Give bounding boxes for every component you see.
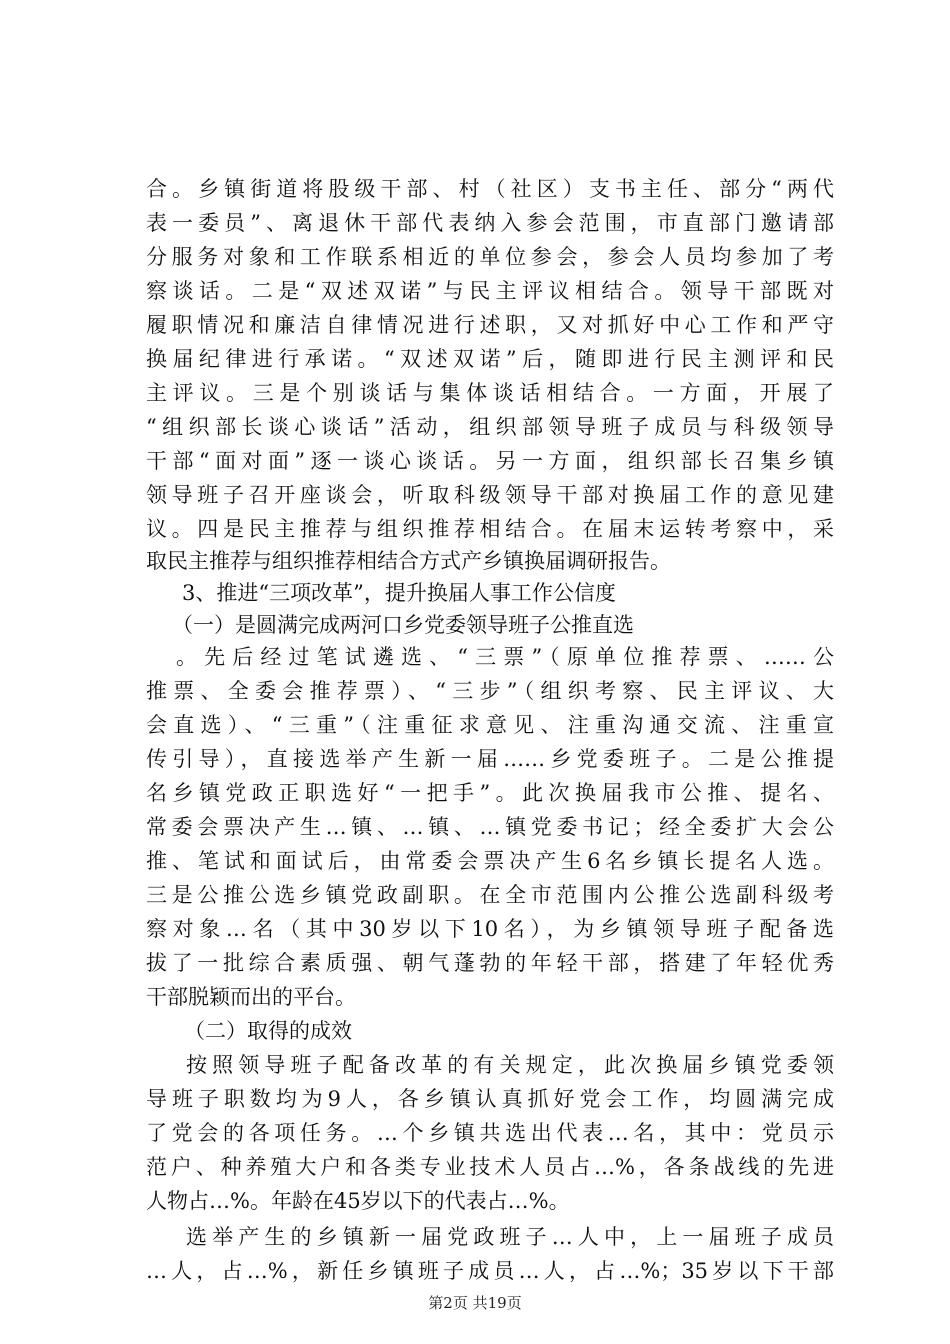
text-line: 推票、全委会推荐票）、“三步”（组织考察、民主评议、大 [146,679,834,703]
text-line: 按照领导班子配备改革的有关规定，此次换届乡镇党委领 [186,1053,834,1077]
text-line: 干部脱颖而出的平台。 [146,985,356,1009]
text-line: 传引导），直接选举产生新一届……乡党委班子。二是公推提 [146,747,834,771]
text-line: 导班子职数均为9人，各乡镇认真抓好党会工作，均圆满完成 [146,1087,834,1111]
text-line: 领导班子召开座谈会，听取科级领导干部对换届工作的意见建 [146,483,834,507]
text-line: 察谈话。二是“双述双诺”与民主评议相结合。领导干部既对 [146,279,834,303]
text-line: 主评议。三是个别谈话与集体谈话相结合。一方面，开展了 [146,381,834,405]
section-heading: 3、推进“三项改革”，提升换届人事工作公信度 [182,581,616,605]
text-line: 分服务对象和工作联系相近的单位参会，参会人员均参加了考 [146,245,834,269]
text-line: 察对象…名（其中30岁以下10名），为乡镇领导班子配备选 [146,917,834,941]
text-line: 范户、种养殖大户和各类专业技术人员占…%，各条战线的先进 [146,1155,834,1179]
text-line: 会直选）、“三重”（注重征求意见、注重沟通交流、注重宣 [146,713,834,737]
text-line: 表一委员”、离退休干部代表纳入参会范围，市直部门邀请部 [146,211,834,235]
text-line: 取民主推荐与组织推荐相结合方式产乡镇换届调研报告。 [146,549,671,573]
text-line: 履职情况和廉洁自律情况进行述职，又对抓好中心工作和严守 [146,313,834,337]
text-line: 拔了一批综合素质强、朝气蓬勃的年轻干部，搭建了年轻优秀 [146,951,834,975]
text-line: “组织部长谈心谈话”活动，组织部领导班子成员与科级领导 [146,415,834,439]
text-line: 议。四是民主推荐与组织推荐相结合。在届末运转考察中，采 [146,517,834,541]
text-line: 常委会票决产生…镇、…镇、…镇党委书记；经全委扩大会公 [146,815,834,839]
text-line: 名乡镇党政正职选好“一把手”。此次换届我市公推、提名、 [146,781,834,805]
subsection-heading: （二）取得的成效 [184,1019,352,1043]
text-line: 合。乡镇街道将股级干部、村（社区）支书主任、部分“两代 [146,177,834,201]
text-line: 选举产生的乡镇新一届党政班子…人中，上一届班子成员 [186,1225,834,1249]
subsection-heading: （一）是圆满完成两河口乡党委领导班子公推直选 [172,613,634,637]
text-line: 三是公推公选乡镇党政副职。在全市范围内公推公选副科级考 [146,883,834,907]
text-line: 推、笔试和面试后，由常委会票决产生6名乡镇长提名人选。 [146,849,834,873]
text-line: 换届纪律进行承诺。“双述双诺”后，随即进行民主测评和民 [146,347,834,371]
page-number-footer: 第2页 共19页 [428,1294,522,1312]
text-line: 人物占…%。年龄在45岁以下的代表占…%。 [146,1189,570,1213]
text-line: 。先后经过笔试遴选、“三票”（原单位推荐票、……公 [176,645,834,669]
text-line: 了党会的各项任务。…个乡镇共选出代表…名，其中：党员示 [146,1121,834,1145]
text-line: 干部“面对面”逐一谈心谈话。另一方面，组织部长召集乡镇 [146,449,834,473]
text-line: …人，占…%，新任乡镇班子成员…人，占…%；35岁以下干部 [146,1259,834,1283]
